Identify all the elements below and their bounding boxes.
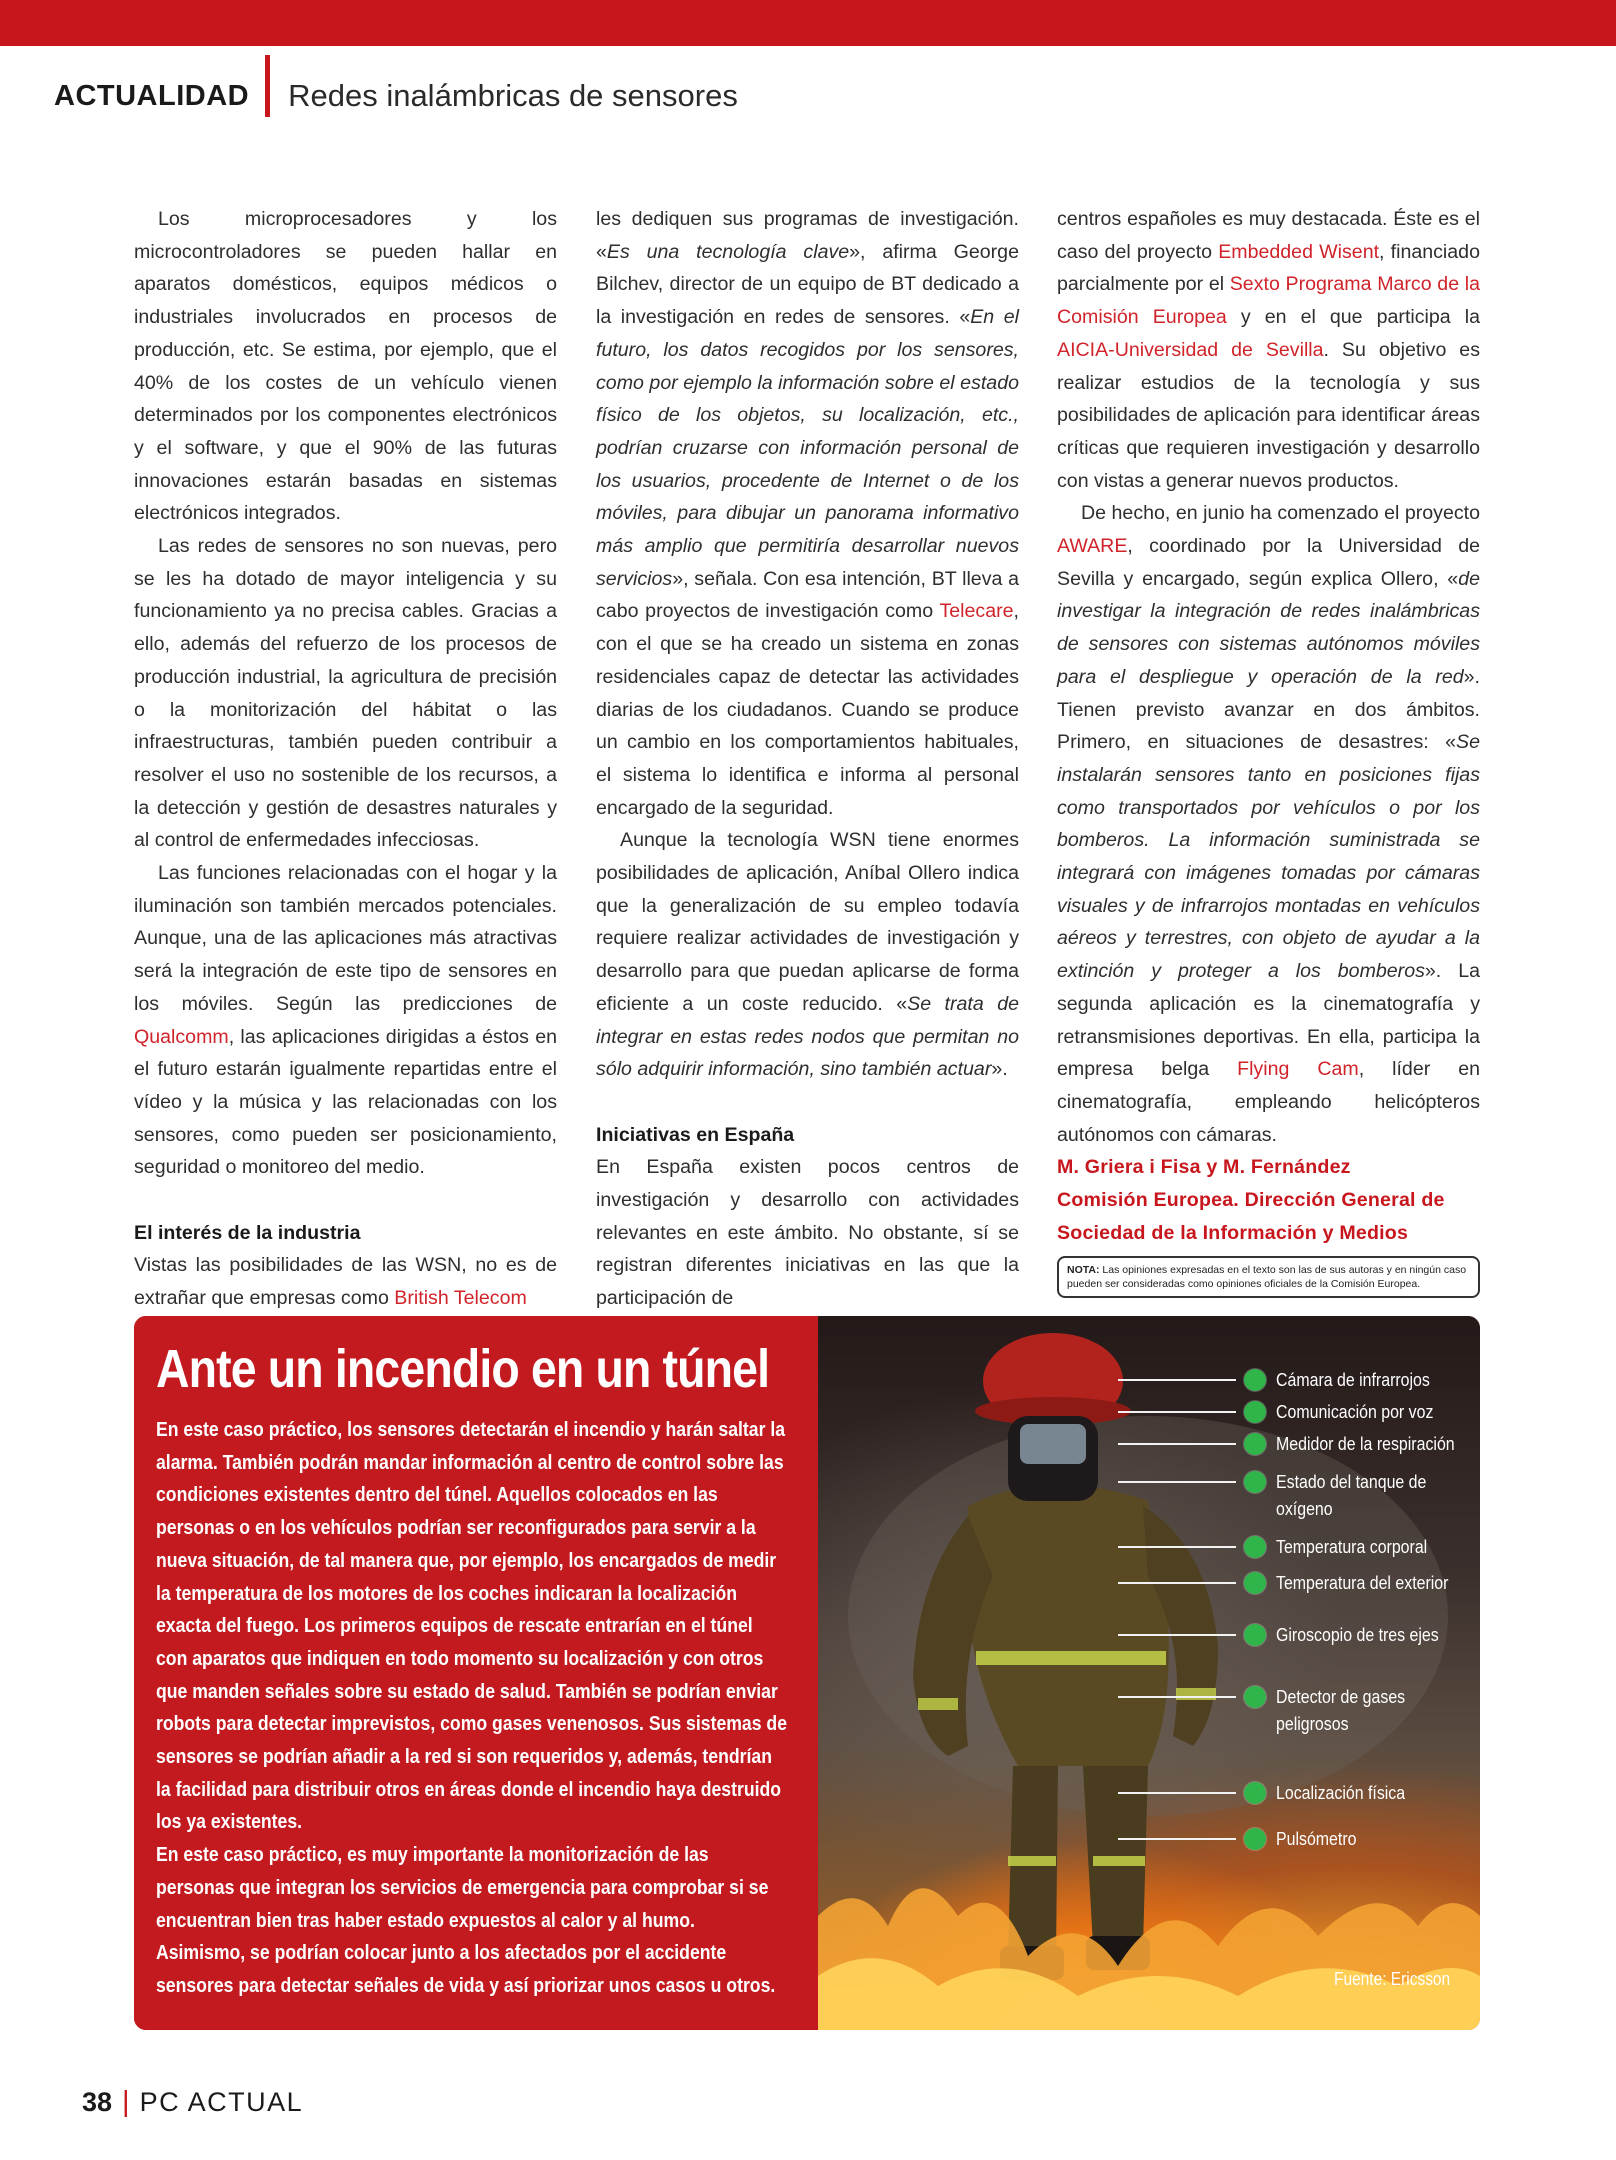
top-red-bar — [0, 0, 1616, 46]
callout-line — [1118, 1481, 1236, 1483]
section-label: ACTUALIDAD — [54, 79, 250, 112]
aicia-link[interactable]: AICIA-Universidad de Sevilla — [1057, 338, 1324, 361]
qualcomm-link[interactable]: Qualcomm — [134, 1025, 229, 1048]
sexto-programa-link[interactable]: Sexto Programa Marco de la Comisión Europea — [1057, 273, 1480, 329]
paragraph: les dediquen sus programas de investigación. «Es una tecnología clave», afirma George Bilchev, director de un equipo de BT dedicado a la investigación en redes de sensores. «En el futuro, los datos recogidos por los sensores, como por ejemplo la información sobre el estado físico de los objetos, su localización, etc., podrían cruzarse con información personal de los usuarios, procedente de Internet o de los móviles, para dibujar un panorama informativo más amplio que permitiría desarrollar nuevos servicios», señala. Con esa intención, BT lleva a cabo proyectos de investigación como Telecare, con el que se ha creado un sistema en zonas residenciales capaz de detectar las actividades diarias de los ciudadanos. Cuando se produce un cambio en los comportamientos habituales, el sistema lo identifica e informa al personal encargado de la seguridad. — [596, 208, 1019, 819]
sensor-dot-icon — [1244, 1401, 1266, 1423]
sensor-label: Cámara de infrarrojos — [1276, 1369, 1430, 1390]
page-footer — [82, 2086, 303, 2119]
footer-separator: | — [122, 2086, 130, 2118]
british-telecom-link[interactable]: British Telecom — [394, 1287, 527, 1310]
author-names: M. Griera i Fisa y M. Fernández — [1057, 1156, 1351, 1179]
panel-paragraph: En este caso práctico, los sensores detectarán el incendio y harán saltar la alarma. También podrán mandar información al centro de control sobre las condiciones existentes dentro del túnel. Aquellos colocados en las personas o en los vehículos podrían ser reconfigurados para servir a la nueva situación, de tal manera que, por ejemplo, los encargados de medir la temperatura de los motores de los coches indicaran la localización exacta del fuego. Los primeros equipos de rescate entrarían en el túnel con aparatos que indiquen en todo momento su localización y con otros que manden señales sobre su estado de salud. También se podrían enviar robots para detectar imprevistos, como gases venenosos. Sus sistemas de sensores se podrían añadir a la red si son requeridos y, además, tendrían la facilidad para distribuir otros en áreas donde el incendio haya destruido los ya existentes. — [156, 1418, 788, 1834]
sensor-dot-icon — [1244, 1686, 1266, 1708]
sensor-dot-icon — [1244, 1782, 1266, 1804]
author-affiliation: Comisión Europea. Dirección General de Sociedad de la Información y Medios — [1057, 1189, 1445, 1244]
page-number: 38 — [82, 2087, 113, 2117]
callout-line — [1118, 1792, 1236, 1794]
sensor-label: Detector de gases peligrosos — [1276, 1686, 1406, 1734]
magazine-name: PC ACTUAL — [139, 2087, 304, 2117]
callout-line — [1118, 1634, 1236, 1636]
paragraph: De hecho, en junio ha comenzado el proyecto AWARE, coordinado por la Universidad de Sevilla y encargado, según explica Ollero, «de investigar la integración de redes inalámbricas de sensores con sistemas autónomos móviles para el despliegue y operación de la red». Tienen previsto avanzar en dos ámbitos. Primero, en situaciones de desastres: «Se instalarán sensores tanto en posiciones fijas como transportados por vehículos o por los bomberos. La información suministrada se integrará con imágenes tomadas por cámaras visuales y de infrarrojos montadas en vehículos aéreos y terrestres, con objeto de ayudar a la extinción y proteger a los bomberos». La segunda aplicación es la cinematografía y retransmisiones deportivas. En ella, participa la empresa belga Flying Cam, líder en cinematografía, empleando helicópteros autónomos con cámaras. — [1057, 502, 1480, 1146]
sensor-dot-icon — [1244, 1624, 1266, 1646]
paragraph: Las redes de sensores no son nuevas, pero se les ha dotado de mayor inteligencia y su funcionamiento ya no precisa cables. Gracias a ello, además del refuerzo de los procesos de producción industrial, la agricultura de precisión o la monitorización del hábitat o las infraestructuras, también pueden contribuir a resolver el uso no sostenible de los recursos, a la detección y gestión de desastres naturales y al control de enfermedades infecciosas. — [134, 535, 557, 852]
callout-line — [1118, 1582, 1236, 1584]
sensor-label: Giroscopio de tres ejes — [1276, 1624, 1439, 1645]
firefighter-photo — [818, 1316, 1480, 2030]
sensor-label: Comunicación por voz — [1276, 1401, 1434, 1422]
section-subtitle: Redes inalámbricas de sensores — [288, 78, 738, 113]
article-column-2 — [596, 203, 1019, 1315]
paragraph: Aunque la tecnología WSN tiene enormes posibilidades de aplicación, Aníbal Ollero indica que la generalización de su empleo todavía requiere realizar actividades de investigación y desarrollo para que puedan aplicarse de forma eficiente a un coste reducido. «Se trata de integrar en estas redes nodos que permitan no sólo adquirir información, sino también actuar». — [596, 829, 1019, 1081]
paragraph: En España existen pocos centros de investigación y desarrollo con actividades relevantes en este ámbito. No obstante, sí se registran diferentes iniciativas en las que la participación de — [596, 1156, 1019, 1310]
sensor-label: Temperatura corporal — [1276, 1536, 1428, 1557]
embedded-wisent-link[interactable]: Embedded Wisent — [1218, 240, 1380, 263]
paragraph: Los microprocesadores y los microcontroladores se pueden hallar en aparatos domésticos, equipos médicos o industriales involucrados en procesos de producción, etc. Se estima, por ejemplo, que el 40% de los costes de un vehículo vienen determinados por los componentes electrónicos y el software, y que el 90% de las futuras innovaciones estarán basadas en sistemas electrónicos integrados. — [134, 208, 557, 525]
image-source: Fuente: Ericsson — [1334, 1969, 1451, 1989]
case-study-text-area — [134, 1316, 818, 2030]
callout-line — [1118, 1696, 1236, 1698]
callout-line — [1118, 1546, 1236, 1548]
case-study-panel — [134, 1316, 1480, 2030]
sensor-dot-icon — [1244, 1433, 1266, 1455]
sensor-dot-icon — [1244, 1536, 1266, 1558]
paragraph: Vistas las posibilidades de las WSN, no es de extrañar que empresas como British Telecom — [134, 1254, 557, 1310]
sensor-dot-icon — [1244, 1828, 1266, 1850]
sensor-label: Pulsómetro — [1276, 1828, 1357, 1849]
article-column-3 — [1057, 203, 1480, 1298]
sensor-list — [818, 1316, 1480, 2030]
disclaimer-note: NOTA: Las opiniones expresadas en el texto son las de sus autoras y en ningún caso pueden ser consideradas como opiniones oficiales de la Comisión Europea. — [1057, 1256, 1480, 1298]
panel-body — [156, 1414, 787, 2003]
subheading-industria: El interés de la industria — [134, 1221, 361, 1244]
sensor-dot-icon — [1244, 1572, 1266, 1594]
sensor-label: Medidor de la respiración — [1276, 1433, 1455, 1454]
callout-line — [1118, 1411, 1236, 1413]
page-header — [54, 78, 738, 114]
sensor-dot-icon — [1244, 1369, 1266, 1391]
paragraph: centros españoles es muy destacada. Éste es el caso del proyecto Embedded Wisent, financiado parcialmente por el Sexto Programa Marco de la Comisión Europea y en el que participa la AICIA-Universidad de Sevilla. Su objetivo es realizar estudios de la tecnología y sus posibilidades de aplicación para identificar áreas críticas que requieren investigación y desarrollo con vistas a generar nuevos productos. — [1057, 208, 1480, 492]
header-divider — [265, 55, 270, 117]
sensor-label: Localización física — [1276, 1782, 1406, 1803]
callout-line — [1118, 1838, 1236, 1840]
panel-paragraph: En este caso práctico, es muy importante la monitorización de las personas que integran los servicios de emergencia para comprobar si se encuentran bien tras haber estado expuestos al calor y al humo. Asimismo, se podrían colocar junto a los afectados por el accidente sensores para detectar señales de vida y así priorizar unos casos u otros. — [156, 1843, 776, 1997]
telecare-link[interactable]: Telecare — [939, 600, 1014, 623]
paragraph: Las funciones relacionadas con el hogar y la iluminación son también mercados potenciales. Aunque, una de las aplicaciones más atractivas será la integración de este tipo de sensores en los móviles. Según las predicciones de Qualcomm, las aplicaciones dirigidas a éstos en el futuro estarán igualmente repartidas entre el vídeo y la música y las relacionadas con los sensores, como pueden ser posicionamiento, seguridad o monitoreo del medio. — [134, 862, 557, 1179]
sensor-label: Temperatura del exterior — [1276, 1572, 1449, 1593]
panel-title: Ante un incendio en un túnel — [156, 1339, 770, 1399]
flying-cam-link[interactable]: Flying Cam — [1237, 1058, 1359, 1081]
sensor-dot-icon — [1244, 1471, 1266, 1493]
subheading-espana: Iniciativas en España — [596, 1123, 795, 1146]
aware-link[interactable]: AWARE — [1057, 535, 1128, 558]
sensor-label: Estado del tanque de oxígeno — [1276, 1471, 1427, 1519]
article-column-1 — [134, 203, 557, 1315]
callout-line — [1118, 1379, 1236, 1381]
callout-line — [1118, 1443, 1236, 1445]
